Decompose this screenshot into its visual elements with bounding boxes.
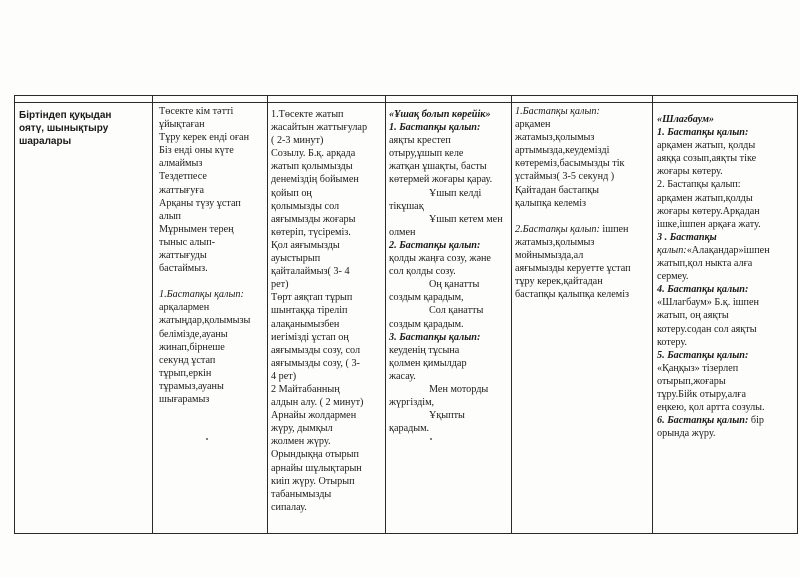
poem-line: Арқаны түзу ұстап bbox=[159, 197, 241, 209]
instruction-text: ішпен bbox=[599, 223, 629, 235]
instruction-line: ұстаймыз( 3-5 секунд ) bbox=[515, 171, 615, 183]
poem-line: алып bbox=[159, 210, 181, 222]
instruction-line: жинап,бірнеше bbox=[159, 341, 225, 353]
instruction-line: қайталаймыз( 3- 4 bbox=[271, 266, 350, 278]
instruction-line: шығарамыз bbox=[159, 393, 210, 405]
instruction-line: арқамен жатып, қолды bbox=[657, 140, 756, 152]
instruction-line: 4 рет) bbox=[271, 370, 297, 382]
instruction-line: Қол аяғымызды bbox=[271, 239, 340, 251]
poem-line: бастаймыз. bbox=[159, 263, 208, 275]
verse-line: Оң қанатты bbox=[429, 279, 480, 291]
instruction-line: көтеріп, түсіреміз. bbox=[271, 226, 351, 238]
instruction-line: отыру,ұшып келе bbox=[389, 148, 464, 160]
instruction-line: арқамен жатып,қолды bbox=[657, 192, 753, 204]
instruction-line: тұру.Бійк отыру,алға bbox=[657, 388, 746, 400]
instruction-line: сол қолды созу. bbox=[389, 266, 456, 278]
instruction-line: көтереміз,басымызды тік bbox=[515, 158, 625, 170]
starting-position-heading: 3. Бастапқы қалып: bbox=[389, 331, 481, 343]
instruction-line: арнайы шұлықтарын bbox=[271, 462, 362, 474]
verse-line: олмен bbox=[389, 226, 416, 238]
verse-line: создым қарадым. bbox=[389, 318, 464, 330]
instruction-line: көтермей жоғары қарау. bbox=[389, 174, 493, 186]
exercise-table bbox=[14, 95, 798, 534]
verse-line: создым қарадым, bbox=[389, 292, 464, 304]
poem-line: Тұру керек енді оған bbox=[159, 132, 250, 144]
instruction-line: жоғары көтеру.Арқадан bbox=[657, 205, 760, 217]
instruction-line: Қайтадан бастапқы bbox=[515, 184, 600, 196]
instruction-line: сипалау. bbox=[271, 501, 307, 513]
starting-position-heading: 1.Бастапқы қалып: bbox=[159, 289, 244, 301]
starting-position-heading: 3 . Бастапқы bbox=[657, 231, 717, 243]
instruction-line: тұрамыз,ауаны bbox=[159, 380, 224, 392]
verse-line: Ұшып кетем мен bbox=[429, 213, 503, 225]
back-exercises-cell bbox=[512, 103, 653, 534]
header-cell bbox=[653, 96, 798, 103]
scan-speck bbox=[206, 438, 208, 440]
instruction-line: арқамен bbox=[515, 119, 551, 131]
instruction-line: жолмен жүру. bbox=[271, 436, 331, 448]
poem-line: Біз енді оны күте bbox=[159, 145, 234, 157]
instruction-line: аяғымызды созу, ( 3- bbox=[271, 357, 360, 369]
instruction-line: жоғары көтеру. bbox=[657, 166, 723, 178]
poem-line: жаттығуға bbox=[159, 184, 205, 196]
instruction-line: ауыстырып bbox=[271, 253, 321, 265]
instruction-line: жатамыз,қолымыз bbox=[515, 132, 595, 144]
instruction-line: 2. Бастапқы қалып: bbox=[657, 179, 741, 191]
instruction-line: қойып оң bbox=[271, 187, 312, 199]
instruction-line: жасау. bbox=[389, 370, 416, 382]
poem-line: тыныс алып- bbox=[159, 236, 216, 248]
instruction-line: 2 Майтабанның bbox=[271, 383, 340, 395]
activity-name-cell bbox=[15, 103, 153, 534]
instruction-line: котеру. bbox=[657, 336, 687, 348]
instruction-line: алдын алу. ( 2 минут) bbox=[271, 397, 364, 409]
header-cell bbox=[386, 96, 512, 103]
instruction-line: қалыпқа келеміз bbox=[515, 197, 587, 209]
instruction-line: аяқты крестеп bbox=[389, 135, 451, 147]
header-cell bbox=[15, 96, 153, 103]
verse-line: Сол қанатты bbox=[429, 305, 484, 317]
header-cell bbox=[512, 96, 653, 103]
instruction-line: жатамыз,қолымыз bbox=[515, 236, 595, 248]
scan-speck bbox=[430, 438, 432, 440]
starting-position-heading: 2.Бастапқы қалып: bbox=[515, 223, 600, 235]
poem-line: Тездетпесе bbox=[159, 171, 207, 183]
instruction-line: Созылу. Б.қ. арқада bbox=[271, 148, 356, 160]
instruction-line: Орындықңа отырып bbox=[271, 449, 359, 461]
instruction-line: жасайтын жаттығулар bbox=[271, 122, 368, 134]
starting-position-heading: 5. Бастапқы қалып: bbox=[657, 349, 749, 361]
starting-position-heading: 4. Бастапқы қалып: bbox=[657, 284, 749, 296]
instruction-line: алақанымызбен bbox=[271, 318, 340, 330]
poem-cell bbox=[153, 103, 268, 534]
instruction-line: «Қаңқыз» тізерлеп bbox=[657, 362, 739, 374]
verse-line: Мен моторды bbox=[429, 383, 489, 395]
instruction-line: тұрып,еркін bbox=[159, 367, 212, 379]
instruction-line: табанымызды bbox=[271, 488, 332, 500]
instruction-line: жатып, оң аяқты bbox=[657, 310, 729, 322]
poem-line: ұйықтаған bbox=[159, 119, 205, 131]
instruction-line: шынтаққа тіреліп bbox=[271, 305, 348, 317]
instruction-line: сермеу. bbox=[657, 271, 689, 283]
bed-exercises-cell bbox=[268, 103, 386, 534]
instruction-line: жатыңдар,қолымызы bbox=[159, 315, 251, 327]
instruction-text: бір bbox=[748, 415, 765, 427]
airplane-game-cell bbox=[386, 103, 512, 534]
instruction-line: бастапқы қалыпқа келеміз bbox=[515, 289, 630, 301]
activity-name-line: шаралары bbox=[19, 136, 72, 148]
instruction-line: киіп жүру. Отырып bbox=[271, 475, 355, 487]
instruction-line: аяғымызды созу, сол bbox=[271, 344, 361, 356]
instruction-text: «Алақандар»ішпен bbox=[686, 244, 770, 256]
starting-position-heading: 6. Бастапқы қалып: bbox=[657, 415, 749, 427]
instruction-line: жатып,қол ныкта алға bbox=[657, 258, 753, 270]
barrier-game-cell bbox=[653, 103, 798, 534]
verse-line: қарадым. bbox=[389, 423, 430, 435]
activity-name-line: оятү, шынықтыру bbox=[19, 123, 109, 135]
instruction-line: артымызда,кеудемізді bbox=[515, 145, 610, 157]
game-title: «Ұшақ болып көрейік» bbox=[389, 109, 491, 120]
instruction-line: жүру, дымқыл bbox=[271, 423, 333, 435]
verse-line: жүргіздім, bbox=[389, 397, 435, 409]
instruction-line: қолды жаңға созу, және bbox=[389, 253, 491, 265]
instruction-line: орында жүру. bbox=[657, 428, 716, 440]
instruction-line: Төрт аяқтап тұрып bbox=[271, 292, 353, 304]
poem-line: Төсекте кім тәтті bbox=[159, 106, 234, 117]
header-cell bbox=[153, 96, 268, 103]
instruction-line: қолмен қимылдар bbox=[389, 357, 467, 369]
instruction-line: рет) bbox=[271, 279, 289, 291]
instruction-line: котеру.содан сол аяқты bbox=[657, 323, 757, 335]
verse-line: тікұшақ bbox=[389, 200, 424, 212]
starting-position-heading: 1.Бастапқы қалып: bbox=[515, 106, 600, 117]
table-row bbox=[15, 103, 798, 534]
instruction-line: ішке,ішпен арқаға жату. bbox=[657, 218, 761, 230]
verse-line: Ұқыпты bbox=[429, 410, 465, 422]
instruction-line: ( 2-3 минут) bbox=[271, 135, 324, 147]
instruction-line: «Шлагбаум» Б.қ. ішпен bbox=[657, 297, 759, 309]
instruction-line: кеуденің тұсына bbox=[389, 344, 460, 356]
activity-name-line: Біртіндеп қуқыдан bbox=[19, 110, 112, 121]
game-title: «Шлагбаум» bbox=[657, 114, 715, 125]
instruction-line: еңкею, қол артта созулы. bbox=[657, 402, 765, 414]
starting-position-heading: 2. Бастапқы қалып: bbox=[389, 239, 481, 251]
instruction-line: аяғымызды жоғары bbox=[271, 213, 356, 225]
verse-line: Ұшып келді bbox=[429, 187, 482, 199]
instruction-line: аяққа созып,аяқты тіке bbox=[657, 153, 757, 165]
instruction-line: отырып,жоғары bbox=[657, 375, 726, 387]
poem-line: жаттығуды bbox=[159, 250, 207, 262]
starting-position-heading: 1. Бастапқы қалып: bbox=[657, 127, 749, 139]
instruction-line: 1.Төсекте жатып bbox=[271, 109, 344, 120]
instruction-line: Арнайы жолдармен bbox=[271, 410, 357, 422]
instruction-line: жатып қолымызды bbox=[271, 161, 353, 173]
instruction-line: арқалармен bbox=[159, 302, 210, 314]
poem-line: алмаймыз bbox=[159, 158, 203, 170]
table-header-strip bbox=[15, 96, 798, 103]
instruction-line: мойнымызда,ал bbox=[515, 249, 584, 261]
instruction-line: белімізде,ауаны bbox=[159, 328, 228, 340]
poem-line: Мұрнымен терең bbox=[159, 223, 234, 235]
instruction-line: аяғымызды керуетте ұстап bbox=[515, 263, 631, 275]
starting-position-heading: қалып: bbox=[657, 244, 687, 256]
starting-position-heading: 1. Бастапқы қалып: bbox=[389, 122, 481, 134]
instruction-line: денеміздің бойымен bbox=[271, 174, 359, 186]
instruction-line: тұру керек,қайтадан bbox=[515, 276, 603, 288]
instruction-line: қолымызды сол bbox=[271, 200, 340, 212]
instruction-line: жатқан ұшақты, басты bbox=[389, 161, 487, 173]
instruction-line: секунд ұстап bbox=[159, 354, 216, 366]
instruction-line: иегімізді ұстап оң bbox=[271, 331, 349, 343]
header-cell bbox=[268, 96, 386, 103]
